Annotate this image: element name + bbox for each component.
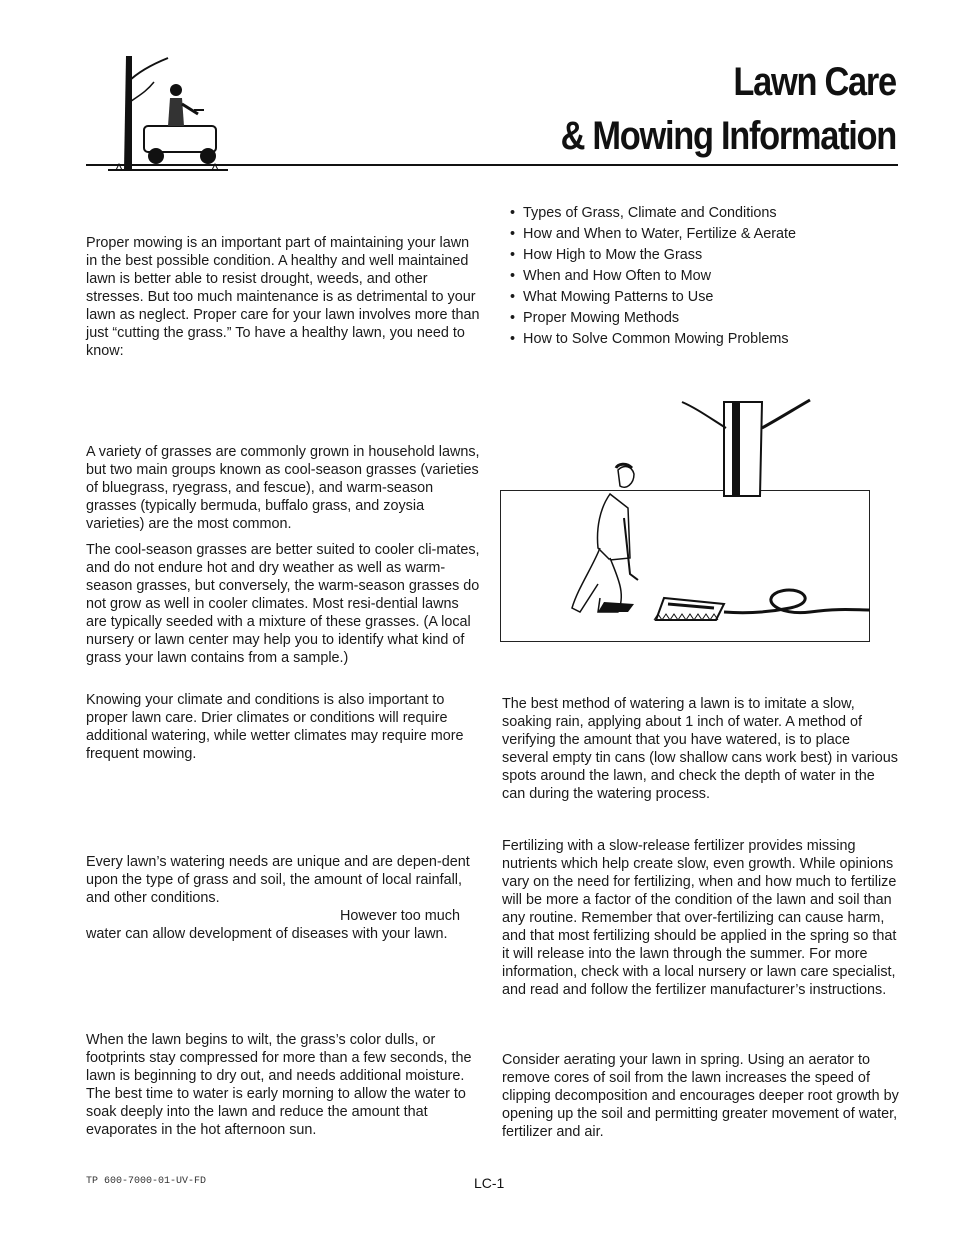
watering-method-paragraph: The best method of watering a lawn is to imitate a slow, soaking rain, applying about 1 inch of water. A method of verifying the amount that you have watered, is to place several empty tin cans (low shallow cans work best) in various spots around the lawn, and check the depth of water in the can during the watering process.: [502, 696, 898, 802]
topic-list: [510, 203, 796, 350]
list-item: • What Mowing Patterns to Use: [510, 287, 796, 308]
intro-paragraph: Proper mowing is an important part of maintaining your lawn in the best possible condition. A healthy and well maintained lawn is better able to resist drought, weeds, and other stresses. But too much maintenance is as detrimental to your lawn as neglect. Proper care for your lawn involves more than just “cutting the grass.” To have a healthy lawn, you need to know:: [86, 235, 480, 359]
page-number: LC-1: [474, 1175, 505, 1191]
aerating-paragraph: Consider aerating your lawn in spring. Using an aerator to remove cores of soil from the lawn increases the speed of clipping decomposition and encourages deeper root growth by opening up the soil and permitting greater movement of water, fertilizer and air.: [502, 1052, 899, 1140]
watering-paragraph-1: [86, 853, 482, 943]
page-title-line1: Lawn Care: [733, 60, 896, 104]
watering-text-a: Every lawn’s watering needs are unique and are depen-dent upon the type of grass and soil, the amount of local rainfall, and other conditions.: [86, 854, 470, 906]
list-item: • How to Solve Common Mowing Problems: [510, 329, 796, 350]
list-item: • How and When to Water, Fertilize & Aerate: [510, 224, 796, 245]
header-rule: [86, 164, 898, 166]
list-item: • How High to Mow the Grass: [510, 245, 796, 266]
list-item: • When and How Often to Mow: [510, 266, 796, 287]
document-code: TP 600-7000-01-UV-FD: [86, 1176, 207, 1187]
riding-mower-under-tree-icon: [108, 52, 228, 176]
list-item: • Proper Mowing Methods: [510, 308, 796, 329]
grass-paragraph-3: Knowing your climate and conditions is also important to proper lawn care. Drier climates or conditions will require additional watering, while wetter climates may require more frequent mowing.: [86, 692, 464, 762]
grass-paragraph-1: A variety of grasses are commonly grown in household lawns, but two main groups known as cool-season grasses (varieties of bluegrass, ryegrass, and fescue), and warm-season grasses (typically bermuda, buffalo grass, and zoysia varieties) are the most common.: [86, 444, 480, 532]
man-kneeling-with-sprinkler-icon: [500, 398, 870, 642]
watering-text-c: water can allow development of diseases with your lawn.: [86, 926, 448, 942]
watering-text-b: However too much: [340, 908, 460, 924]
page-title-line2: & Mowing Information: [560, 114, 896, 158]
watering-paragraph-2: When the lawn begins to wilt, the grass’s color dulls, or footprints stay compressed for more than a few seconds, the lawn is beginning to dry out, and needs additional moisture. The best time to water is early morning to allow the water to soak deeply into the lawn and reduce the amount that evaporates in the hot afternoon sun.: [86, 1032, 472, 1138]
list-item: • Types of Grass, Climate and Conditions: [510, 203, 796, 224]
grass-paragraph-2: The cool-season grasses are better suited to cooler cli-mates, and do not endure hot and dry weather as well as warm-season grasses, but conversely, the warm-season grasses do not grow as well in cooler climates. Most resi-dential lawns are typically seeded with a mixture of these grasses. (A local nursery or lawn center may help you to identify what kind of grass your lawn contains from a sample.): [86, 542, 480, 666]
fertilizing-paragraph: Fertilizing with a slow-release fertilizer provides missing nutrients which help create slow, even growth. While opinions vary on the need for fertilizing, when and how much to fertilize will be more a factor of the condition of the lawn and soil than any routine. Remember that over-fertilizing can cause harm, and that most fertilizing should be applied in the spring so that it will release into the lawn through the summer. For more information, check with a local nursery or lawn care specialist, and read and follow the fertilizer manufacturer’s instructions.: [502, 838, 897, 998]
